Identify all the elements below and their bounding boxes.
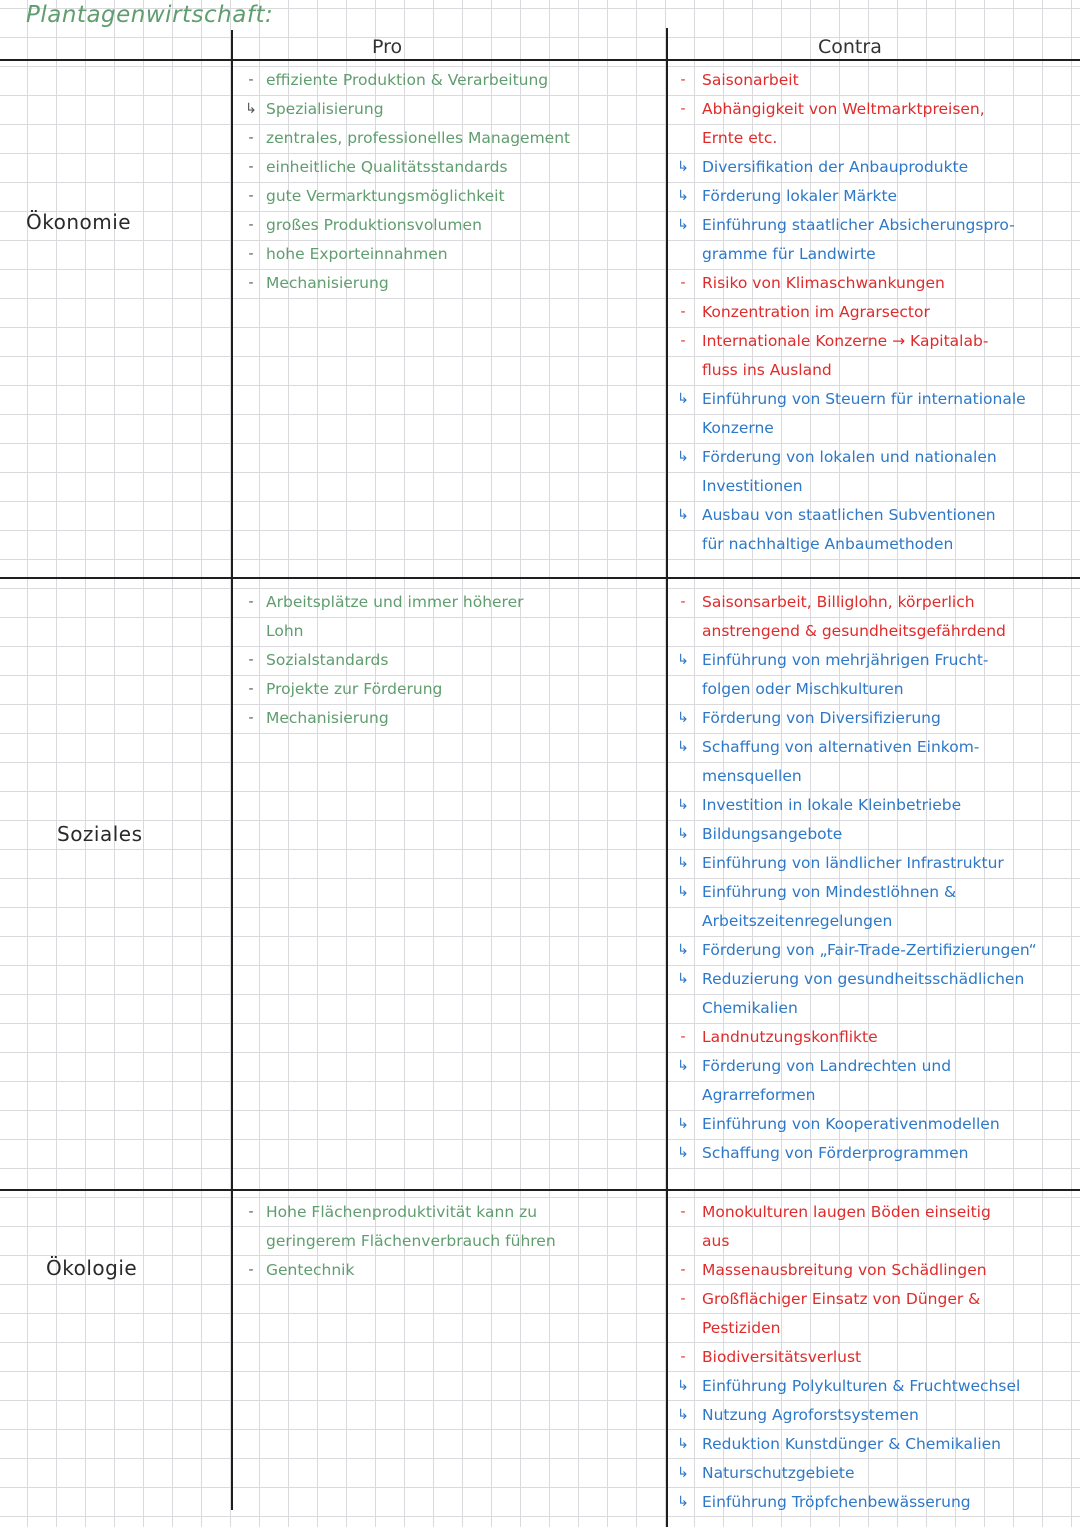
item-text: Chemikalien xyxy=(702,999,798,1017)
dash-marker-icon: - xyxy=(248,246,254,262)
row-label-oekonomie: Ökonomie xyxy=(26,210,132,234)
item-text: Bildungsangebote xyxy=(702,825,843,843)
item-text: Lohn xyxy=(266,622,304,640)
contra-item xyxy=(677,1459,1020,1488)
item-text: Nutzung Agroforstsystemen xyxy=(702,1406,919,1424)
contra-item xyxy=(680,298,1026,327)
arrow-marker-icon: ↳ xyxy=(677,797,689,813)
contra-header: Contra xyxy=(818,36,882,58)
page-title: Plantagenwirtschaft: xyxy=(26,2,274,28)
item-text: Schaffung von alternativen Einkom- xyxy=(702,738,980,756)
pro-item xyxy=(248,211,570,240)
item-text: Hohe Flächenproduktivität kann zu xyxy=(266,1203,538,1221)
arrow-marker-icon: ↳ xyxy=(677,1465,689,1481)
dash-marker-icon: - xyxy=(248,275,254,291)
pro-item xyxy=(248,646,524,675)
item-text: gramme für Landwirte xyxy=(702,245,876,263)
dash-marker-icon: - xyxy=(248,594,254,610)
dash-marker-icon: - xyxy=(680,304,686,320)
contra-item xyxy=(702,472,1026,501)
item-text: großes Produktionsvolumen xyxy=(266,216,482,234)
contra-item xyxy=(702,1227,1020,1256)
item-text: Reduzierung von gesundheitsschädlichen xyxy=(702,970,1025,988)
arrow-marker-icon: ↳ xyxy=(677,1145,689,1161)
column-divider-left xyxy=(231,30,233,1510)
arrow-marker-icon: ↳ xyxy=(677,710,689,726)
item-text: Einführung Tröpfchenbewässerung xyxy=(702,1493,971,1511)
contra-item xyxy=(680,1256,1020,1285)
contra-item xyxy=(680,1023,1037,1052)
item-text: gute Vermarktungsmöglichkeit xyxy=(266,187,505,205)
arrow-marker-icon: ↳ xyxy=(677,942,689,958)
dash-marker-icon: - xyxy=(680,72,686,88)
pro-item xyxy=(248,1256,556,1285)
column-divider-right xyxy=(666,28,668,1527)
pro-list-soziales xyxy=(248,588,524,733)
contra-item xyxy=(677,646,1037,675)
dash-marker-icon: - xyxy=(248,652,254,668)
dash-marker-icon: - xyxy=(248,188,254,204)
item-text: Diversifikation der Anbauprodukte xyxy=(702,158,969,176)
item-text: Konzentration im Agrarsector xyxy=(702,303,930,321)
item-text: Einführung von ländlicher Infrastruktur xyxy=(702,854,1004,872)
contra-item xyxy=(677,1110,1037,1139)
dash-marker-icon: - xyxy=(680,1349,686,1365)
item-text: Landnutzungskonflikte xyxy=(702,1028,878,1046)
item-text: Mechanisierung xyxy=(266,274,389,292)
arrow-marker-icon: ↳ xyxy=(245,101,257,117)
item-text: Biodiversitätsverlust xyxy=(702,1348,862,1366)
contra-item xyxy=(677,1488,1020,1517)
dash-marker-icon: - xyxy=(680,1262,686,1278)
contra-item xyxy=(677,1372,1021,1401)
arrow-marker-icon: ↳ xyxy=(677,217,689,233)
contra-item xyxy=(677,849,1037,878)
arrow-marker-icon: ↳ xyxy=(677,1116,689,1132)
item-text: Risiko von Klimaschwankungen xyxy=(702,274,945,292)
contra-item xyxy=(680,66,1026,95)
item-text: geringerem Flächenverbrauch führen xyxy=(266,1232,556,1250)
pro-item xyxy=(248,66,570,95)
contra-item xyxy=(677,153,1026,182)
item-text: Ausbau von staatlichen Subventionen xyxy=(702,506,996,524)
item-text: Projekte zur Förderung xyxy=(266,680,443,698)
dash-marker-icon: - xyxy=(680,594,686,610)
item-text: Einführung von mehrjährigen Frucht- xyxy=(702,651,989,669)
pro-item xyxy=(266,1227,556,1256)
item-text: Ernte etc. xyxy=(702,129,778,147)
item-text: Mechanisierung xyxy=(266,709,389,727)
dash-marker-icon: - xyxy=(680,1204,686,1220)
item-text: aus xyxy=(702,1232,730,1250)
row-divider-2 xyxy=(0,1189,1080,1191)
contra-item xyxy=(677,385,1026,414)
dash-marker-icon: - xyxy=(680,275,686,291)
item-text: Förderung lokaler Märkte xyxy=(702,187,898,205)
arrow-marker-icon: ↳ xyxy=(677,1058,689,1074)
arrow-marker-icon: ↳ xyxy=(677,739,689,755)
contra-item xyxy=(677,936,1037,965)
item-text: Schaffung von Förderprogrammen xyxy=(702,1144,969,1162)
dash-marker-icon: - xyxy=(248,710,254,726)
arrow-marker-icon: ↳ xyxy=(677,1378,689,1394)
item-text: Großflächiger Einsatz von Dünger & xyxy=(702,1290,981,1308)
contra-list-oekologie xyxy=(677,1198,1021,1517)
contra-item xyxy=(702,240,1026,269)
arrow-marker-icon: ↳ xyxy=(677,1407,689,1423)
item-text: Einführung von Steuern für internationale xyxy=(702,390,1026,408)
pro-item xyxy=(248,704,524,733)
contra-item xyxy=(677,443,1026,472)
arrow-marker-icon: ↳ xyxy=(677,652,689,668)
contra-item xyxy=(680,269,1026,298)
arrow-marker-icon: ↳ xyxy=(677,826,689,842)
dash-marker-icon: - xyxy=(248,72,254,88)
contra-item xyxy=(677,733,1037,762)
item-text: fluss ins Ausland xyxy=(702,361,832,379)
row-label-soziales: Soziales xyxy=(57,822,143,846)
pro-item xyxy=(248,675,524,704)
item-text: zentrales, professionelles Management xyxy=(266,129,571,147)
pro-item xyxy=(248,588,524,617)
contra-item xyxy=(677,704,1037,733)
item-text: Konzerne xyxy=(702,419,774,437)
contra-item xyxy=(680,1285,1020,1314)
dash-marker-icon: - xyxy=(248,1204,254,1220)
pro-list-oekonomie xyxy=(245,66,571,298)
item-text: Förderung von „Fair-Trade-Zertifizierungen“ xyxy=(702,941,1037,959)
pro-item xyxy=(248,182,570,211)
pro-header: Pro xyxy=(372,36,403,58)
pro-item xyxy=(248,240,570,269)
contra-item xyxy=(677,182,1026,211)
contra-item xyxy=(677,1401,1020,1430)
item-text: Einführung von Kooperativenmodellen xyxy=(702,1115,1000,1133)
contra-item xyxy=(702,762,1037,791)
contra-item xyxy=(680,1198,1020,1227)
item-text: Saisonarbeit xyxy=(702,71,799,89)
item-text: Internationale Konzerne → Kapitalab- xyxy=(702,332,989,350)
dash-marker-icon: - xyxy=(248,130,254,146)
contra-item xyxy=(680,95,1026,124)
contra-item xyxy=(702,1314,1020,1343)
arrow-marker-icon: ↳ xyxy=(677,188,689,204)
pro-item xyxy=(245,95,570,124)
contra-item xyxy=(677,1052,1037,1081)
dash-marker-icon: - xyxy=(248,681,254,697)
contra-item xyxy=(702,675,1037,704)
contra-item xyxy=(677,1139,1037,1168)
item-text: Investitionen xyxy=(702,477,803,495)
item-text: Gentechnik xyxy=(266,1261,355,1279)
contra-item xyxy=(702,414,1026,443)
contra-item xyxy=(677,965,1037,994)
item-text: anstrengend & gesundheitsgefährdend xyxy=(702,622,1006,640)
item-text: Einführung Polykulturen & Fruchtwechsel xyxy=(702,1377,1021,1395)
contra-item xyxy=(702,530,1026,559)
arrow-marker-icon: ↳ xyxy=(677,159,689,175)
item-text: Arbeitsplätze und immer höherer xyxy=(266,593,524,611)
arrow-marker-icon: ↳ xyxy=(677,971,689,987)
item-text: Reduktion Kunstdünger & Chemikalien xyxy=(702,1435,1001,1453)
contra-item xyxy=(702,124,1026,153)
item-text: effiziente Produktion & Verarbeitung xyxy=(266,71,549,89)
arrow-marker-icon: ↳ xyxy=(677,449,689,465)
item-text: Massenausbreitung von Schädlingen xyxy=(702,1261,987,1279)
arrow-marker-icon: ↳ xyxy=(677,1494,689,1510)
arrow-marker-icon: ↳ xyxy=(677,855,689,871)
header-divider xyxy=(0,59,1080,61)
arrow-marker-icon: ↳ xyxy=(677,884,689,900)
contra-item xyxy=(680,1343,1020,1372)
dash-marker-icon: - xyxy=(248,159,254,175)
item-text: Agrarreformen xyxy=(702,1086,816,1104)
pro-list-oekologie xyxy=(248,1198,556,1285)
item-text: Spezialisierung xyxy=(266,100,384,118)
dash-marker-icon: - xyxy=(680,333,686,349)
item-text: Förderung von lokalen und nationalen xyxy=(702,448,997,466)
contra-item xyxy=(702,907,1037,936)
dash-marker-icon: - xyxy=(248,1262,254,1278)
item-text: mensquellen xyxy=(702,767,802,785)
row-label-oekologie: Ökologie xyxy=(46,1256,138,1280)
arrow-marker-icon: ↳ xyxy=(677,391,689,407)
contra-item xyxy=(677,791,1037,820)
contra-item xyxy=(677,878,1037,907)
item-text: Förderung von Diversifizierung xyxy=(702,709,941,727)
dash-marker-icon: - xyxy=(680,1029,686,1045)
item-text: Monokulturen laugen Böden einseitig xyxy=(702,1203,991,1221)
item-text: Einführung von Mindestlöhnen & xyxy=(702,883,957,901)
item-text: für nachhaltige Anbaumethoden xyxy=(702,535,954,553)
contra-item xyxy=(677,501,1026,530)
contra-item xyxy=(677,820,1037,849)
pro-item xyxy=(248,124,571,153)
pro-item xyxy=(248,269,570,298)
item-text: Saisonsarbeit, Billiglohn, körperlich xyxy=(702,593,975,611)
item-text: Investition in lokale Kleinbetriebe xyxy=(702,796,962,814)
contra-item xyxy=(680,327,1026,356)
row-divider-1 xyxy=(0,577,1080,579)
item-text: Abhängigkeit von Weltmarktpreisen, xyxy=(702,100,985,118)
item-text: einheitliche Qualitätsstandards xyxy=(266,158,508,176)
contra-item xyxy=(702,617,1037,646)
pro-item xyxy=(248,1198,556,1227)
contra-item xyxy=(677,211,1026,240)
item-text: Arbeitszeitenregelungen xyxy=(702,912,893,930)
item-text: Naturschutzgebiete xyxy=(702,1464,855,1482)
contra-item xyxy=(680,588,1037,617)
dash-marker-icon: - xyxy=(248,217,254,233)
pro-item xyxy=(266,617,524,646)
dash-marker-icon: - xyxy=(680,101,686,117)
item-text: hohe Exporteinnahmen xyxy=(266,245,448,263)
item-text: Sozialstandards xyxy=(266,651,389,669)
contra-item xyxy=(702,994,1037,1023)
item-text: Einführung staatlicher Absicherungspro- xyxy=(702,216,1015,234)
contra-list-oekonomie xyxy=(677,66,1026,559)
pro-item xyxy=(248,153,570,182)
item-text: folgen oder Mischkulturen xyxy=(702,680,904,698)
arrow-marker-icon: ↳ xyxy=(677,1436,689,1452)
contra-item xyxy=(702,1081,1037,1110)
dash-marker-icon: - xyxy=(680,1291,686,1307)
contra-item xyxy=(702,356,1026,385)
item-text: Pestiziden xyxy=(702,1319,781,1337)
contra-item xyxy=(677,1430,1020,1459)
arrow-marker-icon: ↳ xyxy=(677,507,689,523)
contra-list-soziales xyxy=(677,588,1037,1168)
item-text: Förderung von Landrechten und xyxy=(702,1057,952,1075)
